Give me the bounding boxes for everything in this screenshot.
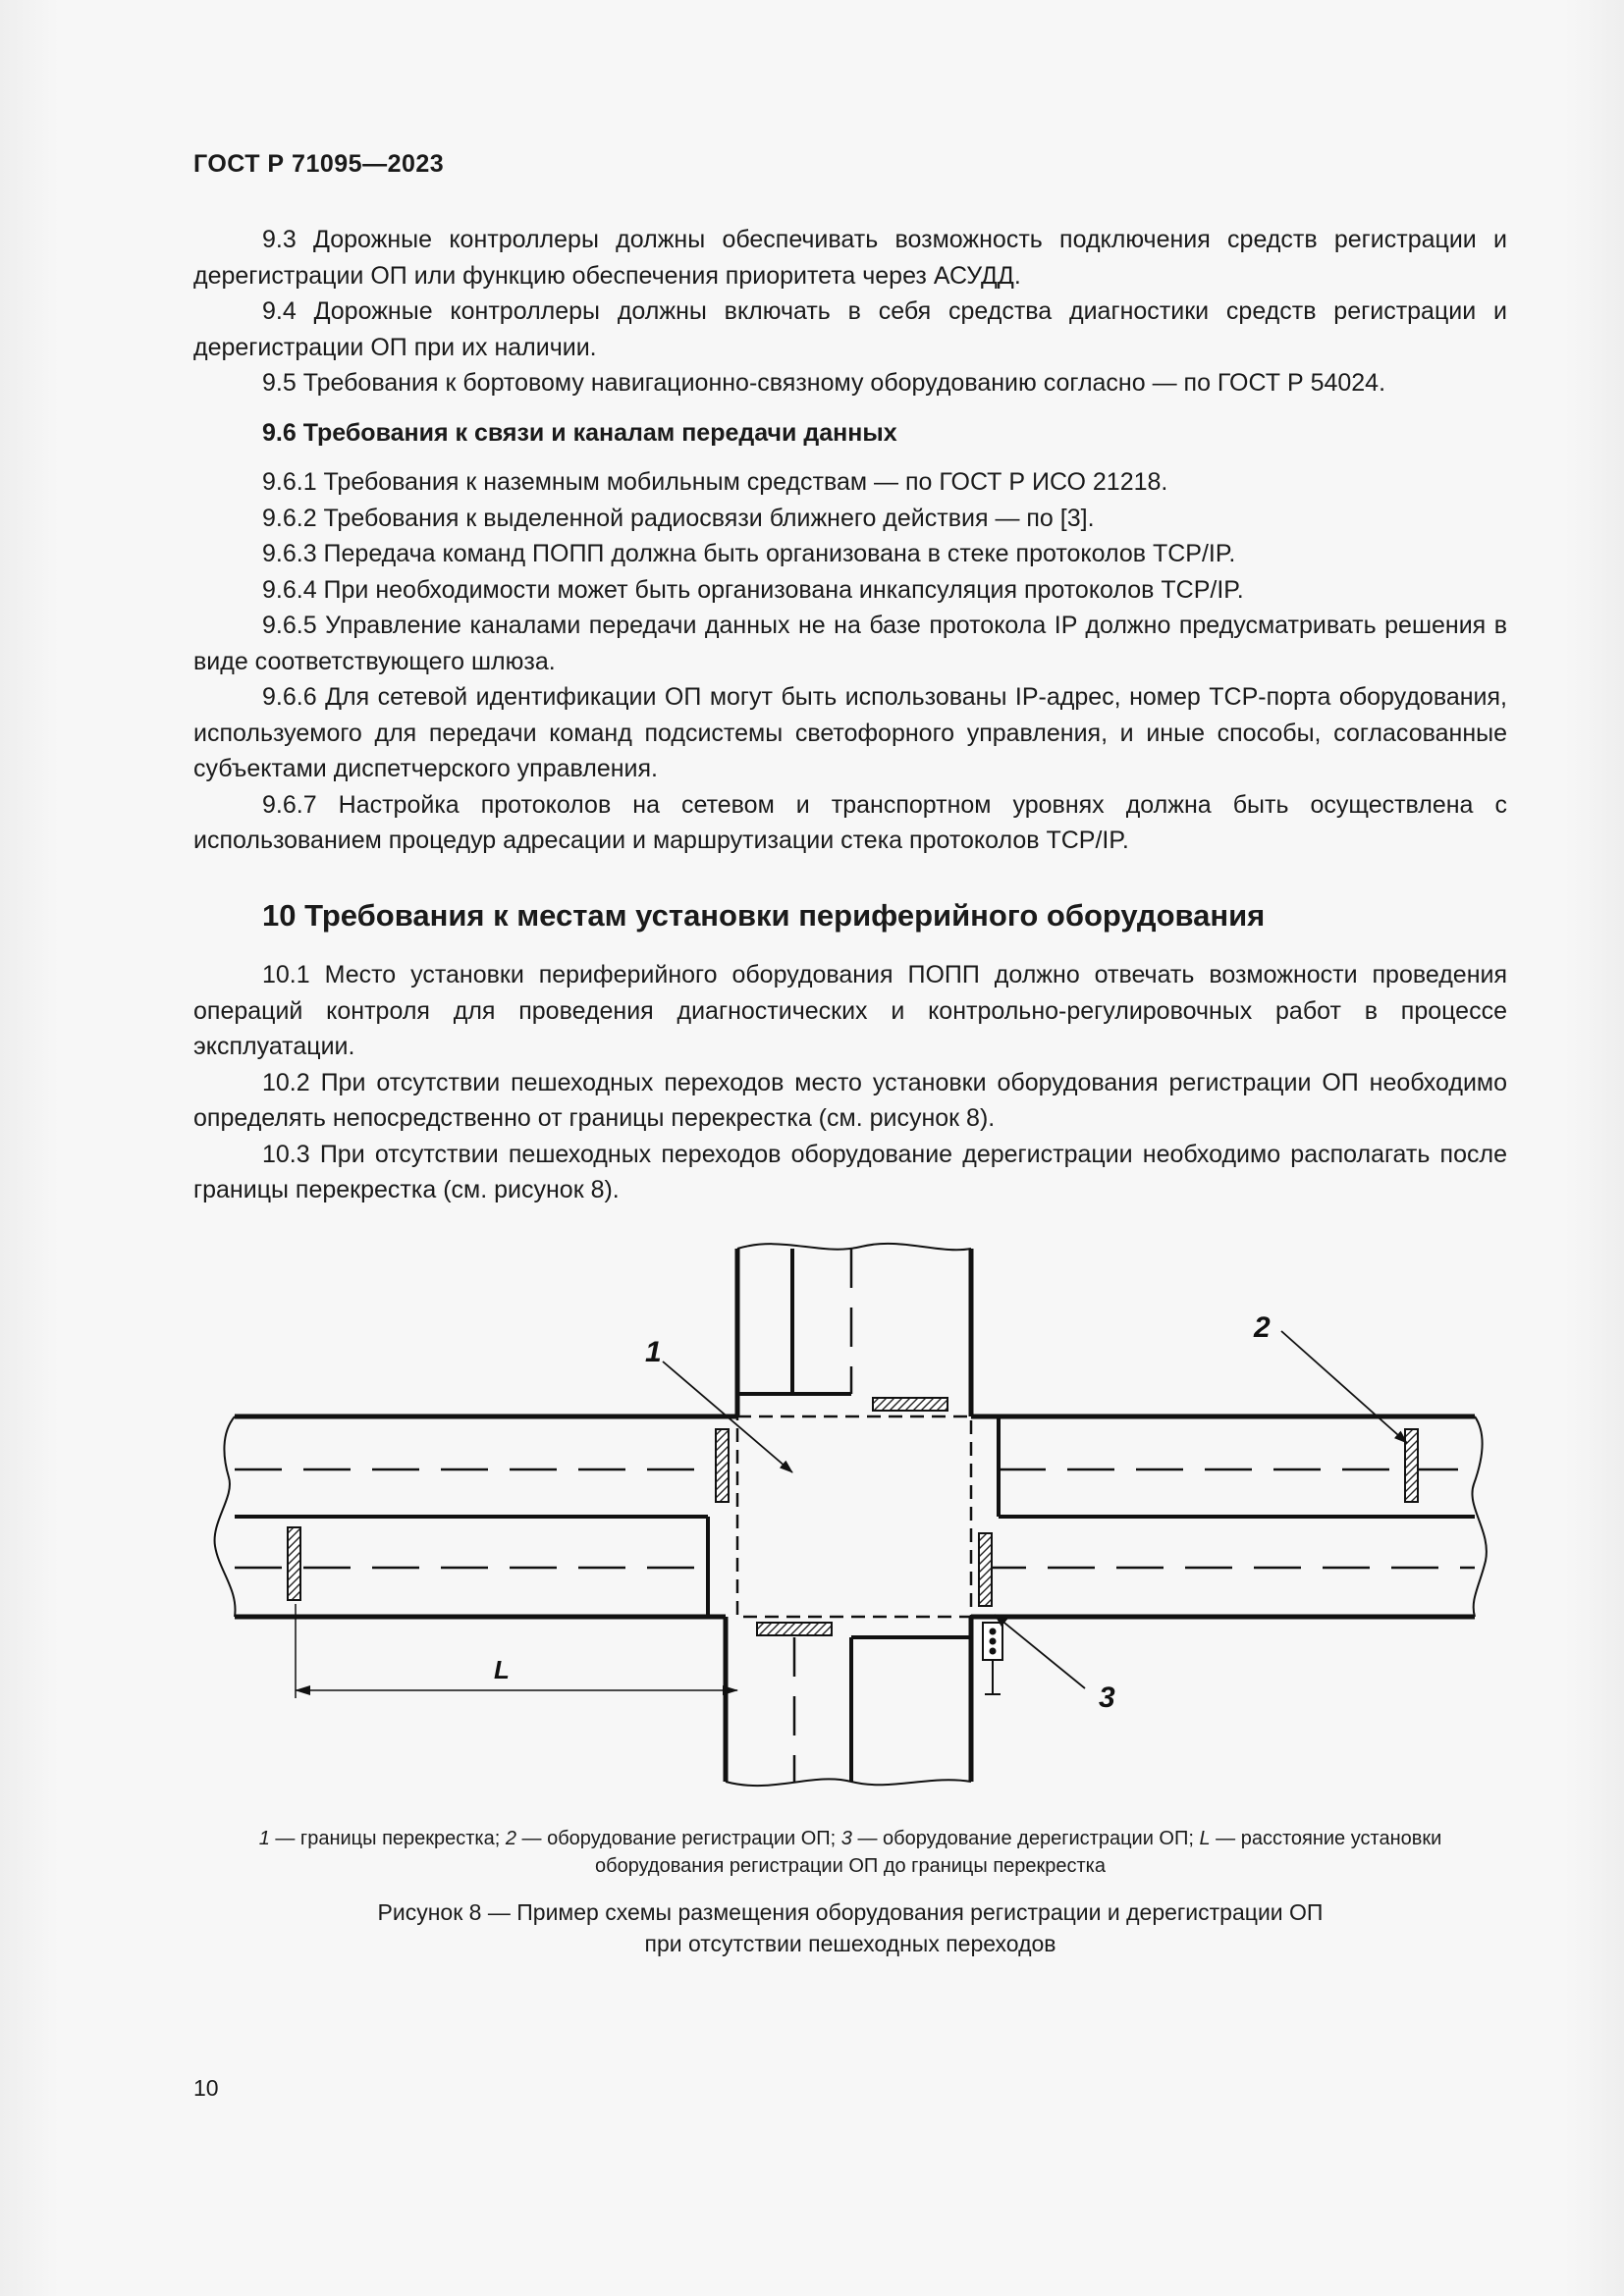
diagram-label-2: 2 — [1254, 1311, 1271, 1344]
legend-text-2: — оборудование регистрации ОП; — [515, 1828, 841, 1849]
legend-text-1: — границы перекрестка; — [269, 1828, 506, 1849]
legend-number-1: 1 — [258, 1828, 270, 1849]
figure-caption — [193, 1896, 1507, 1959]
device-bottom — [757, 1623, 832, 1635]
legend-text-3: — оборудование дерегистрации ОП; — [851, 1828, 1200, 1849]
traffic-light-lamp-top — [990, 1629, 997, 1635]
break-line-top — [737, 1244, 971, 1250]
registration-device-right — [1405, 1429, 1418, 1502]
leader-line-3 — [995, 1615, 1085, 1688]
diagram-label-1: 1 — [645, 1336, 662, 1368]
traffic-light-lamp-bottom — [990, 1648, 997, 1655]
legend-text-L: — расстояние установки оборудования регистрации ОП до границы перекрестка — [595, 1828, 1442, 1877]
document-code-header: ГОСТ Р 71095—2023 — [193, 150, 445, 178]
intersection-boundary — [737, 1416, 971, 1617]
figure-caption-line-1: Рисунок 8 — Пример схемы размещения оборудования регистрации и дерегистрации ОП — [377, 1899, 1324, 1925]
paragraph-9-4: 9.4 Дорожные контроллеры должны включать в себя средства диагностики средств регистрации и дерегистрации ОП при их наличии. — [193, 297, 1507, 361]
paragraph-9-6-2: 9.6.2 Требования к выделенной радиосвязи ближнего действия — по [3]. — [262, 504, 1095, 532]
paragraph-9-3: 9.3 Дорожные контроллеры должны обеспечивать возможность подключения средств регистрации и дерегистрации ОП или функцию обеспечения приоритета через АСУДД. — [193, 226, 1507, 290]
paragraph-10-2: 10.2 При отсутствии пешеходных переходов место установки оборудования регистрации ОП необходимо определять непосредственно от границы перекрестка (см. рисунок 8). — [193, 1068, 1507, 1132]
legend-number-3: 3 — [840, 1828, 852, 1849]
body-text — [193, 222, 1507, 1208]
figure-caption-line-2: при отсутствии пешеходных переходов — [644, 1931, 1056, 1956]
paragraph-10-1: 10.1 Место установки периферийного оборудования ПОПП должно отвечать возможности проведения операций контроля для проведения диагностических и контрольно-регулировочных работ в процессе эксплуатации. — [193, 961, 1507, 1060]
legend-symbol-L: L — [1199, 1828, 1211, 1849]
paragraph-9-5: 9.5 Требования к бортовому навигационно-связному оборудованию согласно — по ГОСТ Р 54024. — [262, 369, 1386, 397]
intersection-diagram — [193, 1227, 1507, 1796]
legend-number-2: 2 — [505, 1828, 516, 1849]
leader-line-2 — [1281, 1331, 1407, 1443]
section-heading-10: 10 Требования к местам установки периферийного оборудования — [262, 897, 1266, 933]
diagram-label-L: L — [494, 1655, 510, 1684]
paragraph-9-6-3: 9.6.3 Передача команд ПОПП должна быть организована в стеке протоколов TCP/IP. — [262, 540, 1236, 567]
paragraph-10-3: 10.3 При отсутствии пешеходных переходов оборудование дерегистрации необходимо располагать после границы перекрестка (см. рисунок 8). — [193, 1140, 1507, 1203]
device-left-entry — [716, 1429, 729, 1502]
figure-legend — [193, 1825, 1507, 1880]
paragraph-9-6-7: 9.6.7 Настройка протоколов на сетевом и транспортном уровнях должна быть осуществлена с использованием процедур адресации и маршрутизации стека протоколов TCP/IP. — [193, 790, 1507, 854]
diagram-label-3: 3 — [1099, 1682, 1115, 1714]
registration-device-left — [288, 1527, 300, 1600]
paragraph-9-6-5: 9.6.5 Управление каналами передачи данных не на базе протокола IP должно предусматривать решения в виде соответствующего шлюза. — [193, 612, 1507, 675]
page-number: 10 — [193, 2075, 219, 2101]
deregistration-device — [979, 1533, 992, 1606]
device-top — [873, 1398, 947, 1411]
subsection-heading-9-6: 9.6 Требования к связи и каналам передачи данных — [262, 418, 897, 447]
paragraph-9-6-4: 9.6.4 При необходимости может быть организована инкапсуляция протоколов TCP/IP. — [262, 575, 1244, 604]
break-line-bottom — [726, 1779, 971, 1786]
break-line-left — [215, 1416, 236, 1617]
paragraph-9-6-1: 9.6.1 Требования к наземным мобильным средствам — по ГОСТ Р ИСО 21218. — [262, 468, 1168, 496]
traffic-light-lamp-middle — [990, 1638, 997, 1645]
intersection-diagram-svg — [193, 1227, 1507, 1796]
paragraph-9-6-6: 9.6.6 Для сетевой идентификации ОП могут быть использованы IP-адрес, номер TCP-порта оборудования, используемого для передачи команд подсистемы светофорного управления, и иные способы, согласованные субъектами диспетчерского управления. — [193, 683, 1507, 782]
